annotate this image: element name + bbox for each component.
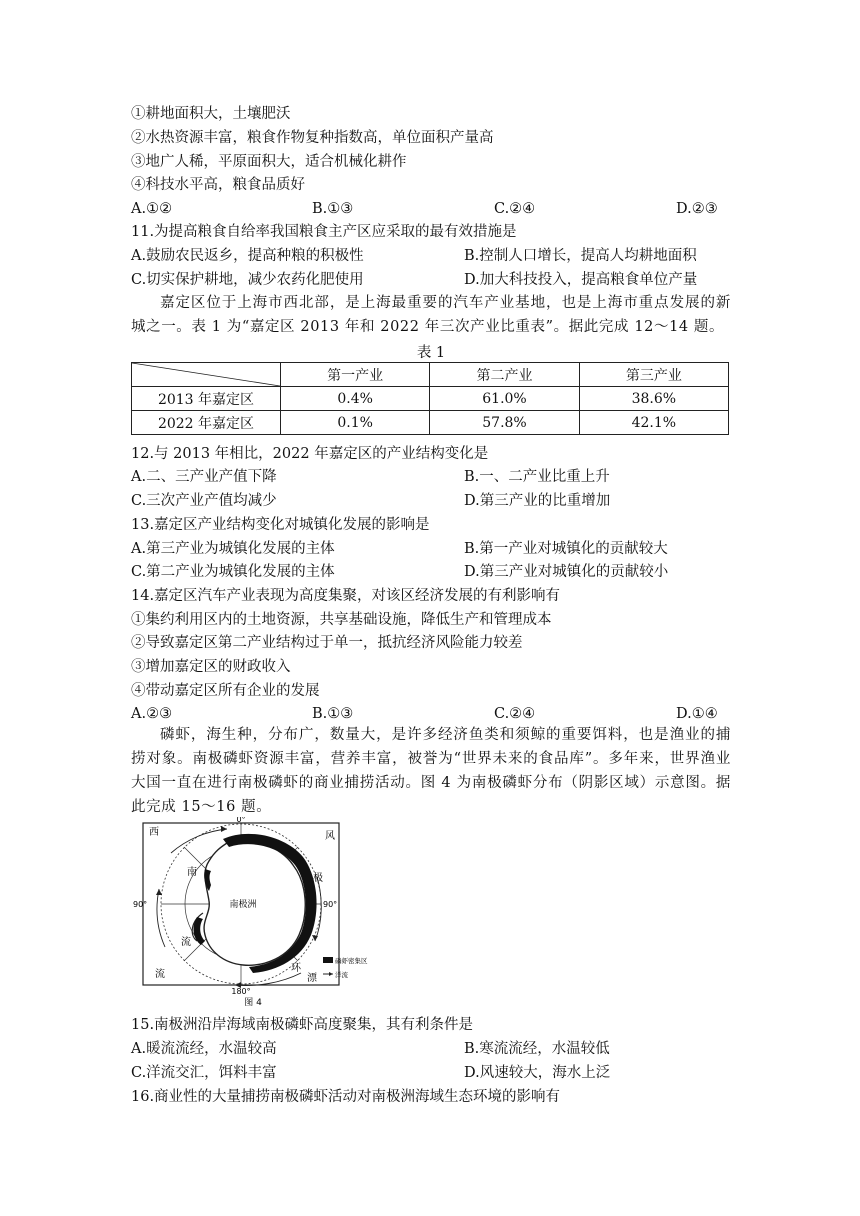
table-header: 第三产业 [579, 363, 728, 387]
q14-statement-4: ④带动嘉定区所有企业的发展 [131, 683, 320, 699]
q14-stem: 14.嘉定区汽车产业表现为高度集聚，对该区经济发展的有利影响有 [131, 588, 561, 604]
q13-option-d: D.第三产业对城镇化的贡献较小 [464, 564, 669, 580]
q10-statement-3: ③地广人稀，平原面积大，适合机械化耕作 [131, 154, 407, 170]
q15-option-c: C.洋流交汇，饵料丰富 [131, 1065, 277, 1081]
q11-stem: 11.为提高粮食自给率我国粮食主产区应采取的最有效措施是 [131, 224, 517, 240]
q16-stem: 16.商业性的大量捕捞南极磷虾活动对南极洲海域生态环境的影响有 [131, 1089, 561, 1105]
intro-q12-14: 嘉定区位于上海市西北部，是上海最重要的汽车产业基地，也是上海市重点发展的新城之一。表 1 为“嘉定区 2013 年和 2022 年三次产业比重表”。据此完成 12～14 题。 [131, 295, 731, 335]
table1-caption: 表 1 [416, 345, 446, 361]
antarctic-map [131, 817, 387, 1007]
q11-option-d: D.加大科技投入，提高粮食单位产量 [464, 272, 698, 288]
label-180: 180° [231, 987, 251, 996]
q11-option-b: B.控制人口增长，提高人均耕地面积 [464, 248, 697, 264]
table-row [132, 411, 729, 435]
label-west-3: 流 [181, 937, 191, 948]
table-row-label: 2013 年嘉定区 [132, 387, 281, 411]
q11-option-c: C.切实保护耕地，减少农药化肥使用 [131, 272, 364, 288]
figure-caption: 图 4 [244, 998, 262, 1007]
table-cell: 57.8% [430, 411, 579, 435]
q10-option-c: C.②④ [494, 201, 536, 217]
label-90e: 90° [323, 900, 338, 909]
q10-statement-4: ④科技水平高，粮食品质好 [131, 177, 305, 193]
q12-option-c: C.三次产业产值均减少 [131, 493, 277, 509]
q15-stem: 15.南极洲沿岸海域南极磷虾高度聚集，其有利条件是 [131, 1017, 474, 1033]
legend-current-label: 洋流 [335, 971, 348, 979]
q14-option-d: D.①④ [676, 706, 718, 722]
label-east-3: 环 [291, 963, 301, 974]
diagonal-line [132, 363, 280, 386]
q12-option-b: B.一、二产业比重上升 [464, 469, 610, 485]
q14-option-b: B.①③ [312, 706, 354, 722]
q10-option-a: A.①② [131, 201, 173, 217]
table-cell: 38.6% [579, 387, 728, 411]
q15-option-b: B.寒流流经，水温较低 [464, 1041, 610, 1057]
table-cell: 61.0% [430, 387, 579, 411]
table-cell: 0.1% [281, 411, 430, 435]
label-east-1: 风 [325, 831, 335, 842]
q10-statement-1: ①耕地面积大，土壤肥沃 [131, 106, 291, 122]
legend-krill-label: 磷虾密集区 [335, 957, 368, 965]
label-west-1: 西 [149, 827, 159, 838]
table-1 [131, 362, 729, 435]
table-row-label: 2022 年嘉定区 [132, 411, 281, 435]
table-cell: 0.4% [281, 387, 430, 411]
q10-option-d: D.②③ [676, 201, 718, 217]
label-west-2: 南 [187, 867, 197, 878]
q15-option-a: A.暖流流经，水温较高 [131, 1041, 277, 1057]
q10-option-b: B.①③ [312, 201, 354, 217]
q13-option-b: B.第一产业对城镇化的贡献较大 [464, 541, 668, 557]
label-90w: 90° [133, 900, 148, 909]
table-corner-cell [132, 363, 281, 387]
q14-statement-2: ②导致嘉定区第二产业结构过于单一，抵抗经济风险能力较差 [131, 635, 523, 651]
q12-option-d: D.第三产业的比重增加 [464, 493, 611, 509]
q13-option-c: C.第二产业为城镇化发展的主体 [131, 564, 335, 580]
table-cell: 42.1% [579, 411, 728, 435]
q12-option-a: A.二、三产业产值下降 [131, 469, 277, 485]
q11-option-a: A.鼓励农民返乡，提高种粮的积极性 [131, 248, 364, 264]
q15-option-d: D.风速较大，海水上泛 [464, 1065, 611, 1081]
intro-q15-16: 磷虾，海生种，分布广，数量大，是许多经济鱼类和须鲸的重要饵料，也是渔业的捕捞对象。南极磷虾资源丰富，营养丰富，被誉为“世界未来的食品库”。多年来，世界渔业大国一直在进行南极磷虾的商业捕捞活动。图 4 为南极磷虾分布（阴影区域）示意图。据此完成 15～16 题。 [131, 727, 731, 815]
figure-4-antarctic-krill-map [131, 817, 387, 1007]
legend-krill-swatch [323, 957, 333, 963]
q13-option-a: A.第三产业为城镇化发展的主体 [131, 541, 335, 557]
q14-option-c: C.②④ [494, 706, 536, 722]
q10-statement-2: ②水热资源丰富，粮食作物复种指数高，单位面积产量高 [131, 130, 494, 146]
label-west-4: 流 [155, 969, 165, 980]
table-header: 第一产业 [281, 363, 430, 387]
q13-stem: 13.嘉定区产业结构变化对城镇化发展的影响是 [131, 517, 430, 533]
table-row [132, 387, 729, 411]
q14-statement-1: ①集约利用区内的土地资源，共享基础设施，降低生产和管理成本 [131, 612, 552, 628]
q14-option-a: A.②③ [131, 706, 173, 722]
label-0deg: 0° [236, 817, 246, 824]
q12-stem: 12.与 2013 年相比，2022 年嘉定区的产业结构变化是 [131, 446, 489, 462]
label-antarctica: 南极洲 [229, 900, 257, 910]
label-east-2: 极 [313, 873, 323, 884]
table-header-row [132, 363, 729, 387]
label-east-4: 漂 [307, 973, 317, 984]
q14-statement-3: ③增加嘉定区的财政收入 [131, 659, 291, 675]
table-header: 第二产业 [430, 363, 579, 387]
